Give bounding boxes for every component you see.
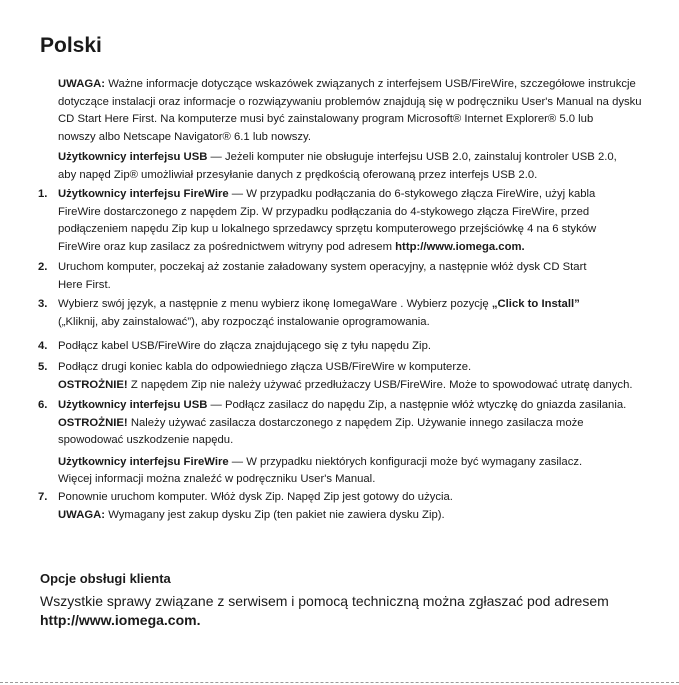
usb-users-text: aby napęd Zip® umożliwiał przesyłanie danych z prędkością oferowaną przez interfejs USB 2.0. <box>58 168 538 181</box>
note-block <box>58 76 670 146</box>
step-text: FireWire oraz kup zasilacz za pośrednictwem witryny pod adresem <box>58 240 393 253</box>
step-text: FireWire dostarczonego z napędem Zip. W przypadku podłączania do 4-stykowego złącza FireWire, przed <box>58 205 590 218</box>
step-3 <box>58 296 670 331</box>
step-6 <box>58 397 670 489</box>
firewire-users-text: — W przypadku niektórych konfiguracji może być wymagany zasilacz. <box>231 455 583 468</box>
step-text: Uruchom komputer, poczekaj aż zostanie załadowany system operacyjny, a następnie włóż dysk CD Start <box>58 261 587 273</box>
note-text: nowszy albo Netscape Navigator® 6.1 lub nowszy. <box>58 130 312 143</box>
step-text: („Kliknij, aby zainstalować”), aby rozpocząć instalowanie oprogramowania. <box>58 315 430 328</box>
step-label: Użytkownicy interfejsu USB <box>58 399 208 411</box>
support-heading: Opcje obsługi klienta <box>40 571 171 586</box>
note-text: Wymagany jest zakup dysku Zip (ten pakiet nie zawiera dysku Zip). <box>108 508 445 521</box>
firewire-users-text: Więcej informacji można znaleźć w podręczniku User's Manual. <box>58 473 376 485</box>
step-number: 7. <box>38 491 48 503</box>
step-number: 5. <box>38 361 48 373</box>
step-text: podłączeniem napędu Zip kup u lokalnego sprzedawcy sprzętu komputerowego przejściówkę 4 na 6 styków <box>58 223 597 235</box>
page-divider <box>0 682 679 683</box>
step-text: — Podłącz zasilacz do napędu Zip, a następnie włóż wtyczkę do gniazda zasilania. <box>210 399 627 411</box>
note-text: CD Start Here First. Na komputerze musi być zainstalowany program Microsoft® Internet Explorer® 5.0 lub <box>58 113 594 125</box>
page-title: Polski <box>40 34 102 57</box>
usb-users-text: — Jeżeli komputer nie obsługuje interfejsu USB 2.0, zainstaluj kontroler USB 2.0, <box>210 151 617 163</box>
step-text: — W przypadku podłączania do 6-stykowego złącza FireWire, użyj kabla <box>231 188 596 200</box>
caution-text: spowodować uszkodzenie napędu. <box>58 434 234 446</box>
step-number: 1. <box>38 188 48 200</box>
support-text: Wszystkie sprawy związane z serwisem i pomocą techniczną można zgłaszać pod adresem <box>40 593 609 609</box>
note-label: UWAGA: <box>58 78 106 90</box>
step-5 <box>58 359 670 394</box>
step-text: Wybierz swój język, a następnie z menu wybierz ikonę IomegaWare . Wybierz pozycję <box>58 298 489 310</box>
usb-users-block <box>58 149 670 184</box>
note-text: dotyczące instalacji oraz informacje o rozwiązywaniu problemów znajdują się w podręczniku User's Manual na dysku <box>58 95 642 108</box>
support-text-block <box>40 592 660 630</box>
step-text: Ponownie uruchom komputer. Włóż dysk Zip. Napęd Zip jest gotowy do użycia. <box>58 491 453 503</box>
step-number: 3. <box>38 298 48 310</box>
caution-text: Z napędem Zip nie należy używać przedłużaczy USB/FireWire. Może to spowodować utratę danych. <box>130 378 633 391</box>
step-text: Podłącz drugi koniec kabla do odpowiedniego złącza USB/FireWire w komputerze. <box>58 361 472 373</box>
step-7 <box>58 489 670 524</box>
step-1 <box>58 186 670 256</box>
step-number: 2. <box>38 261 48 273</box>
step-number: 6. <box>38 399 48 411</box>
support-link[interactable]: http://www.iomega.com. <box>40 612 201 628</box>
caution-label: OSTROŻNIE! <box>58 378 128 391</box>
step-text: Podłącz kabel USB/FireWire do złącza znajdującego się z tyłu napędu Zip. <box>58 340 431 352</box>
step-2 <box>58 259 670 294</box>
step-label: Użytkownicy interfejsu FireWire <box>58 188 229 200</box>
note-text: Ważne informacje dotyczące wskazówek związanych z interfejsem USB/FireWire, szczegółowe instrukcje <box>108 78 636 90</box>
caution-text: Należy używać zasilacza dostarczonego z napędem Zip. Używanie innego zasilacza może <box>130 416 584 429</box>
step-number: 4. <box>38 340 48 352</box>
caution-label: OSTROŻNIE! <box>58 416 128 429</box>
step-4 <box>58 338 670 356</box>
note-label: UWAGA: <box>58 508 106 521</box>
firewire-users-label: Użytkownicy interfejsu FireWire <box>58 455 229 468</box>
click-to-install-label: „Click to Install” <box>491 298 580 310</box>
iomega-link[interactable]: http://www.iomega.com. <box>395 240 525 253</box>
step-text: Here First. <box>58 278 111 291</box>
usb-users-label: Użytkownicy interfejsu USB <box>58 151 208 163</box>
